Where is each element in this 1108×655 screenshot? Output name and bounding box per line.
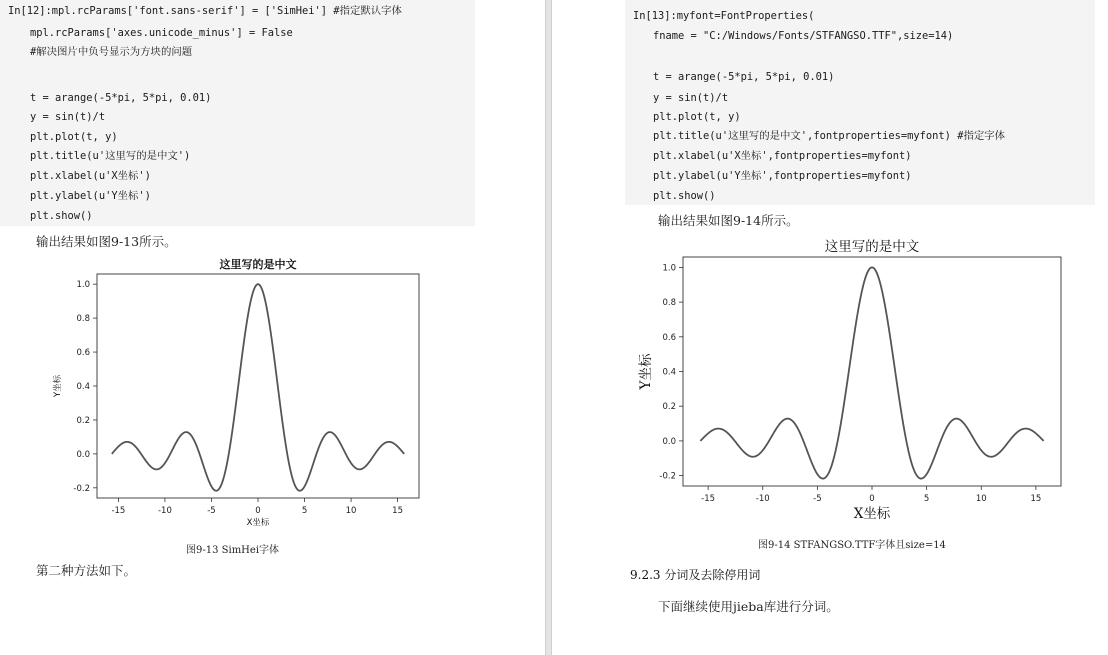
y-tick-label: 0.6	[662, 332, 676, 343]
x-tick-label: -5	[813, 494, 822, 504]
figure-caption: 图9-14 STFANGSO.TTF字体且size=14	[758, 540, 946, 551]
y-axis-label: Y坐标	[53, 374, 63, 398]
plot-frame	[97, 274, 419, 498]
x-tick-label: -10	[755, 494, 770, 504]
y-tick-label: 1.0	[76, 280, 90, 291]
code-block-in13	[625, 0, 1095, 205]
x-tick-label: 15	[1030, 494, 1042, 504]
result-text: 输出结果如图9-13所示。	[36, 234, 177, 249]
right-page	[552, 0, 1108, 655]
code-line: plt.show()	[30, 210, 93, 222]
code-line: plt.show()	[653, 190, 716, 202]
y-tick-label: 0.4	[76, 382, 90, 392]
code-block-in12	[0, 0, 475, 226]
section-heading: 9.2.3 分词及去除停用词	[630, 568, 761, 582]
y-tick-label: -0.2	[659, 471, 676, 482]
y-tick-label: 0.0	[662, 436, 676, 447]
figure-9-13-chart	[48, 258, 428, 530]
y-tick-label: 0.8	[76, 314, 90, 325]
x-axis-label: X坐标	[853, 506, 891, 522]
code-line: t = arange(-5*pi, 5*pi, 0.01)	[30, 92, 212, 104]
x-tick-label: -15	[701, 494, 716, 504]
code-line: plt.plot(t, y)	[30, 131, 118, 143]
chart-title: 这里写的是中文	[219, 258, 297, 271]
x-tick-label: 10	[975, 494, 987, 504]
series-line-sinc	[700, 267, 1043, 478]
y-tick-label: 1.0	[662, 263, 676, 274]
section-text: 下面继续使用jieba库进行分词。	[658, 599, 839, 614]
code-line: plt.ylabel(u'Y坐标',fontproperties=myfont)	[653, 170, 912, 182]
code-line: plt.title(u'这里写的是中文')	[30, 150, 191, 162]
page-gutter	[545, 0, 552, 655]
x-tick-label: 5	[301, 506, 308, 516]
code-line: plt.ylabel(u'Y坐标')	[30, 190, 151, 202]
x-tick-label: 0	[869, 494, 875, 504]
code-line: plt.plot(t, y)	[653, 111, 741, 123]
x-axis-label: X坐标	[246, 518, 270, 528]
figure-9-14-chart	[640, 236, 1070, 526]
y-tick-label: 0.6	[76, 348, 90, 359]
code-line: y = sin(t)/t	[30, 111, 106, 123]
y-tick-label: 0.8	[662, 298, 676, 309]
code-line: t = arange(-5*pi, 5*pi, 0.01)	[653, 71, 835, 83]
figure-caption: 图9-13 SimHei字体	[186, 545, 280, 556]
x-tick-label: 10	[345, 506, 357, 516]
code-line: y = sin(t)/t	[653, 92, 729, 104]
x-tick-label: 0	[255, 506, 261, 516]
code-line: fname = "C:/Windows/Fonts/STFANGSO.TTF",size=14)	[653, 30, 954, 42]
chart-title: 这里写的是中文	[824, 239, 920, 255]
code-line: #解决图片中负号显示为方块的问题	[30, 46, 193, 58]
code-line: mpl.rcParams['axes.unicode_minus'] = False	[30, 27, 293, 39]
y-tick-label: 0.2	[76, 415, 90, 426]
result-text: 输出结果如图9-14所示。	[658, 213, 799, 228]
x-tick-label: -15	[111, 506, 126, 516]
plot-frame	[683, 257, 1061, 486]
code-line: plt.xlabel(u'X坐标')	[30, 170, 151, 182]
code-line: In[13]:myfont=FontProperties(	[633, 10, 815, 22]
series-line-sinc	[112, 284, 404, 491]
code-line: plt.title(u'这里写的是中文',fontproperties=myfont) #指定字体	[653, 130, 1006, 142]
code-line: plt.xlabel(u'X坐标',fontproperties=myfont)	[653, 150, 912, 162]
code-line: In[12]:mpl.rcParams['font.sans-serif'] = ['SimHei'] #指定默认字体	[8, 5, 402, 17]
x-tick-label: 15	[392, 506, 404, 516]
y-tick-label: 0.2	[662, 402, 676, 413]
y-tick-label: -0.2	[73, 483, 90, 494]
y-tick-label: 0.0	[76, 449, 90, 460]
y-tick-label: 0.4	[662, 367, 676, 378]
left-page	[0, 0, 545, 655]
footer-text: 第二种方法如下。	[36, 563, 137, 578]
x-tick-label: -10	[157, 506, 172, 516]
x-tick-label: -5	[207, 506, 216, 516]
x-tick-label: 5	[923, 494, 930, 504]
y-axis-label: Y坐标	[638, 353, 654, 390]
